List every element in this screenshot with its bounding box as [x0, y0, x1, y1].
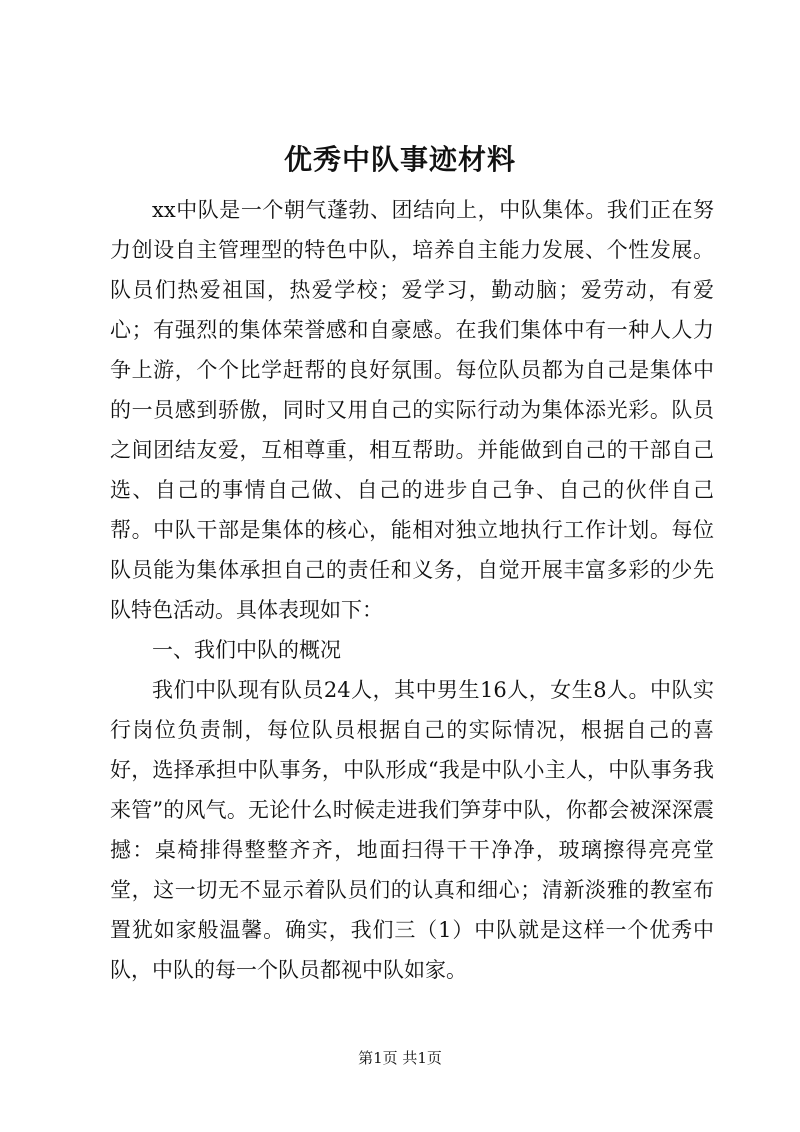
- overview-paragraph: 我们中队现有队员24人，其中男生16人，女生8人。中队实行岗位负责制，每位队员根据自己的实际情况，根据自己的喜好，选择承担中队事务，中队形成“我是中队小主人，中队事务我来管”的风气。无论什么时候走进我们笋芽中队，你都会被深深震撼：桌椅排得整整齐齐，地面扫得干干净净，玻璃擦得亮亮堂堂，这一切无不显示着队员们的认真和细心；清新淡雅的教室布置犹如家般温馨。确实，我们三（1）中队就是这样一个优秀中队，中队的每一个队员都视中队如家。: [110, 678, 714, 982]
- page-footer: 第1页 共1页: [358, 1049, 442, 1067]
- section-heading: 一、我们中队的概况: [152, 638, 341, 662]
- document-body: [110, 190, 714, 990]
- intro-paragraph: xx中队是一个朝气蓬勃、团结向上，中队集体。我们正在努力创设自主管理型的特色中队，培养自主能力发展、个性发展。队员们热爱祖国，热爱学校；爱学习，勤动脑；爱劳动，有爱心；有强烈的集体荣誉感和自豪感。在我们集体中有一种人人力争上游，个个比学赶帮的良好氛围。每位队员都为自己是集体中的一员感到骄傲，同时又用自己的实际行动为集体添光彩。队员之间团结友爱，互相尊重，相互帮助。并能做到自己的干部自己选、自己的事情自己做、自己的进步自己争、自己的伙伴自己帮。中队干部是集体的核心，能相对独立地执行工作计划。每位队员能为集体承担自己的责任和义务，自觉开展丰富多彩的少先队特色活动。具体表现如下：: [110, 198, 714, 622]
- document-title: 优秀中队事迹材料: [283, 143, 516, 176]
